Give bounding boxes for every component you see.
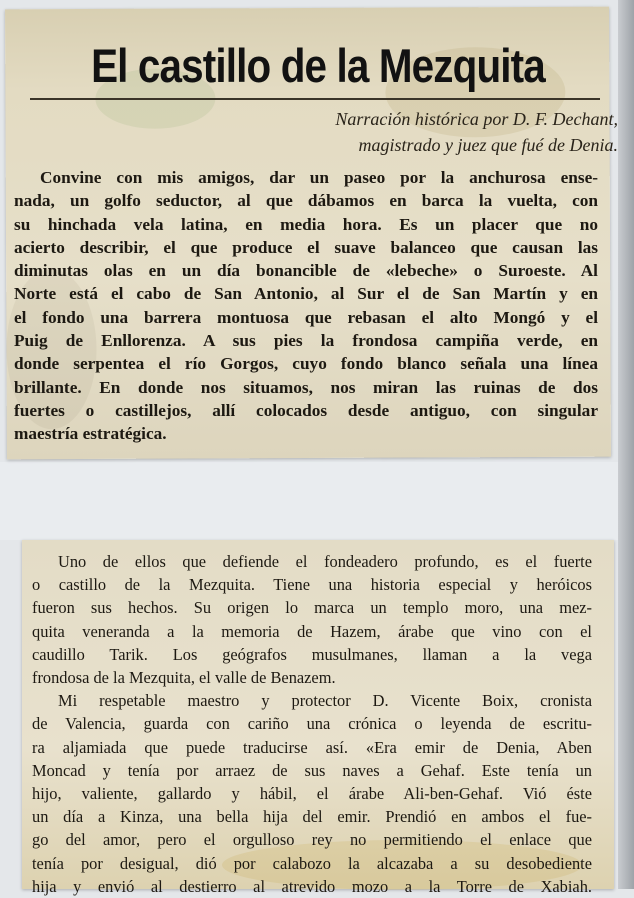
article-body-bottom	[32, 550, 592, 898]
text-line: ra aljamiada que puede traducirse así. «Era emir de Denia, Aben	[32, 737, 592, 757]
text-line: de Valencia, guarda con cariño una crónica o leyenda de escritu-	[32, 714, 592, 734]
screen-edge	[618, 0, 634, 889]
text-line: diminutas olas en un día bonancible de «lebeche» o Suroeste. Al	[14, 261, 598, 281]
text-line: Puig de Enllorenza. A sus pies la frondosa campiña verde, en	[14, 331, 598, 351]
text-line: o castillo de la Mezquita. Tiene una historia especial y heróicos	[32, 575, 592, 595]
text-line: quita veneranda a la memoria de Hazem, árabe que vino con el	[32, 621, 592, 641]
paragraph	[14, 166, 598, 446]
title-rule	[30, 98, 600, 100]
byline-line: magistrado y juez que fué de Denia.	[358, 135, 618, 155]
article-body-top	[14, 166, 598, 446]
paragraph	[32, 689, 592, 898]
paragraph	[32, 550, 592, 689]
text-line: Convine con mis amigos, dar un paseo por la anchurosa ense-	[40, 168, 598, 187]
text-line: Moncad y tenía por arraez de sus naves a Gehaf. Este tenía un	[32, 760, 592, 780]
text-line: caudillo Tarik. Los geógrafos musulmanes, llaman a la vega	[32, 644, 592, 664]
text-line: fuertes o castillejos, allí colocados desde antiguo, con singular	[14, 400, 598, 420]
text-line: Uno de ellos que defiende el fondeadero profundo, es el fuerte	[58, 552, 592, 571]
byline-line: Narración histórica por D. F. Dechant,	[335, 109, 618, 129]
article-byline	[198, 106, 618, 158]
background-gap	[0, 462, 634, 540]
article-title: El castillo de la Mezquita	[91, 39, 545, 92]
text-line: tenía por desigual, dió por calabozo la alcazaba a su desobediente	[32, 853, 592, 873]
text-line: su hinchada vela latina, en media hora. Es un placer que no	[14, 214, 598, 234]
text-line: go del amor, pero el orgulloso rey no permitiendo el enlace que	[32, 830, 592, 850]
text-line: Norte está el cabo de San Antonio, al Sur el de San Martín y en	[14, 284, 598, 304]
text-line: hijo, valiente, gallardo y hábil, el árabe Ali-ben-Gehaf. Vió éste	[32, 784, 592, 804]
text-line: Mi respetable maestro y protector D. Vicente Boix, cronista	[58, 691, 592, 711]
text-line: nada, un golfo seductor, al que dábamos en barca la vuelta, con	[14, 191, 598, 211]
text-line: el fondo una barrera montuosa que rebasan el alto Mongó y el	[14, 307, 598, 327]
text-line: donde serpentea el río Gorgos, cuyo fondo blanco señala una línea	[14, 354, 598, 374]
text-line: maestría estratégica.	[14, 424, 167, 444]
text-line: frondosa de la Mezquita, el valle de Benazem.	[32, 668, 336, 688]
text-line: brillante. En donde nos situamos, nos miran las ruinas de dos	[14, 377, 598, 397]
text-line: fueron sus hechos. Su origen lo marca un templo moro, una mez-	[32, 598, 592, 618]
text-line: un día a Kinza, una bella hija del emir. Prendió en ambos el fue-	[32, 807, 592, 827]
text-line: hija y envió al destierro al atrevido mozo a la Torre de Xabiah.	[32, 876, 592, 896]
text-line: acierto describir, el que produce el suave balanceo que causan las	[14, 237, 598, 257]
